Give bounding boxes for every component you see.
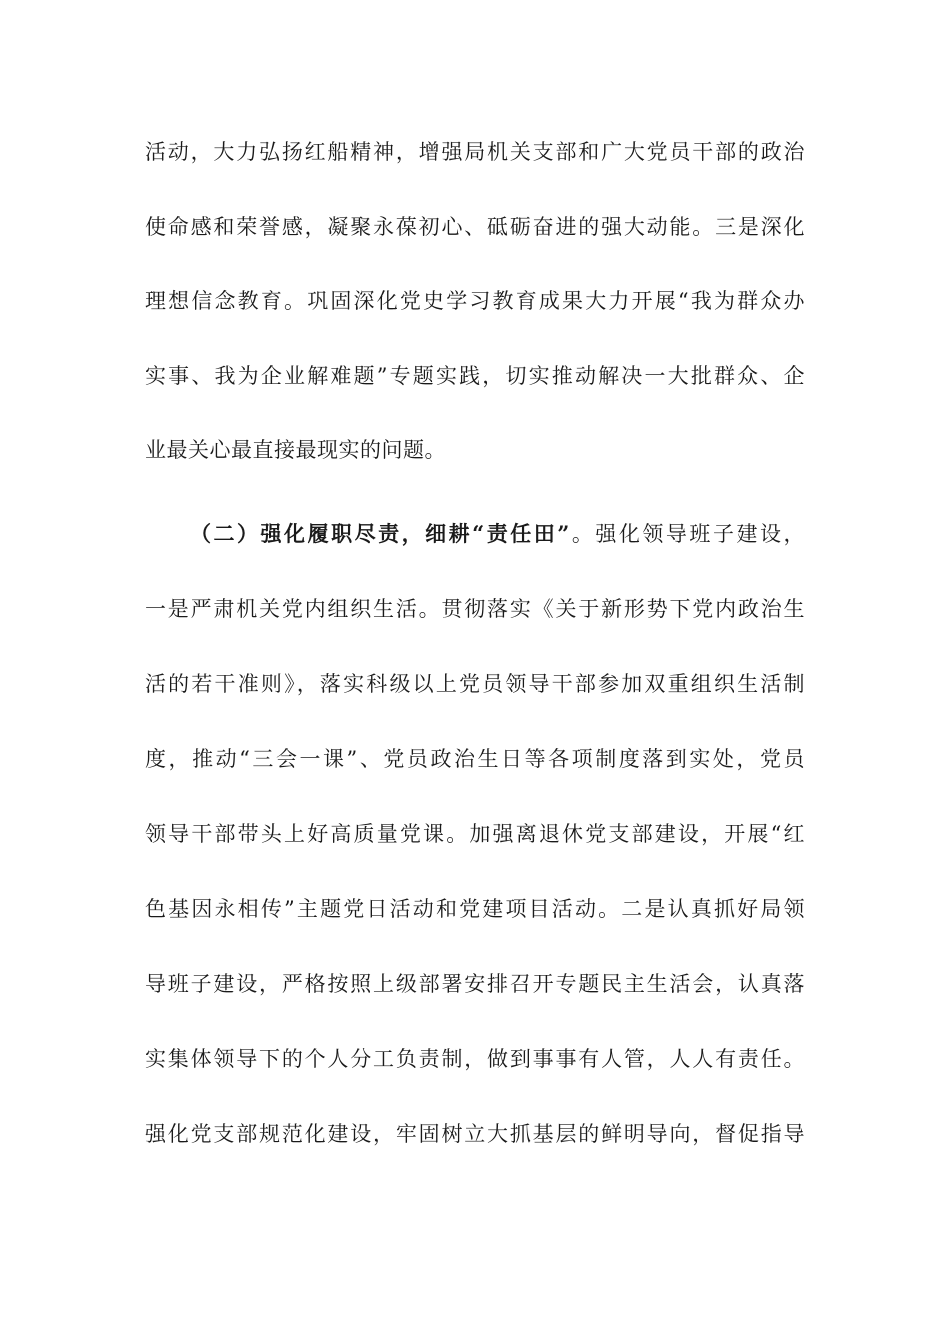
paragraph-line: 一是严肃机关党内组织生活。贯彻落实《关于新形势下党内政治生: [145, 597, 805, 621]
section-heading: （二）强化履职尽责，细耕“责任田”: [190, 521, 570, 546]
section-heading-rest: 。强化领导班子建设，: [569, 522, 805, 546]
paragraph-line: 度，推动“三会一课”、党员政治生日等各项制度落到实处，党员: [145, 747, 805, 771]
paragraph-line: 强化党支部规范化建设，牢固树立大抓基层的鲜明导向，督促指导: [145, 1122, 805, 1146]
paragraph-line: 实集体领导下的个人分工负责制，做到事事有人管，人人有责任。: [145, 1047, 805, 1071]
section-heading-line: [190, 519, 805, 549]
paragraph-line: 色基因永相传”主题党日活动和党建项目活动。二是认真抓好局领: [145, 897, 805, 921]
paragraph-line: 业最关心最直接最现实的问题。: [145, 438, 446, 462]
paragraph-line: 使命感和荣誉感，凝聚永葆初心、砥砺奋进的强大动能。三是深化: [145, 215, 805, 239]
paragraph-line: 领导干部带头上好高质量党课。加强离退休党支部建设，开展“红: [145, 822, 805, 846]
paragraph-line: 活动，大力弘扬红船精神，增强局机关支部和广大党员干部的政治: [145, 140, 805, 164]
paragraph-line: 导班子建设，严格按照上级部署安排召开专题民主生活会，认真落: [145, 972, 805, 996]
paragraph-line: 实事、我为企业解难题”专题实践，切实推动解决一大批群众、企: [145, 364, 805, 388]
paragraph-line: 活的若干准则》，落实科级以上党员领导干部参加双重组织生活制: [145, 672, 805, 696]
paragraph-line: 理想信念教育。巩固深化党史学习教育成果大力开展“我为群众办: [145, 289, 805, 313]
